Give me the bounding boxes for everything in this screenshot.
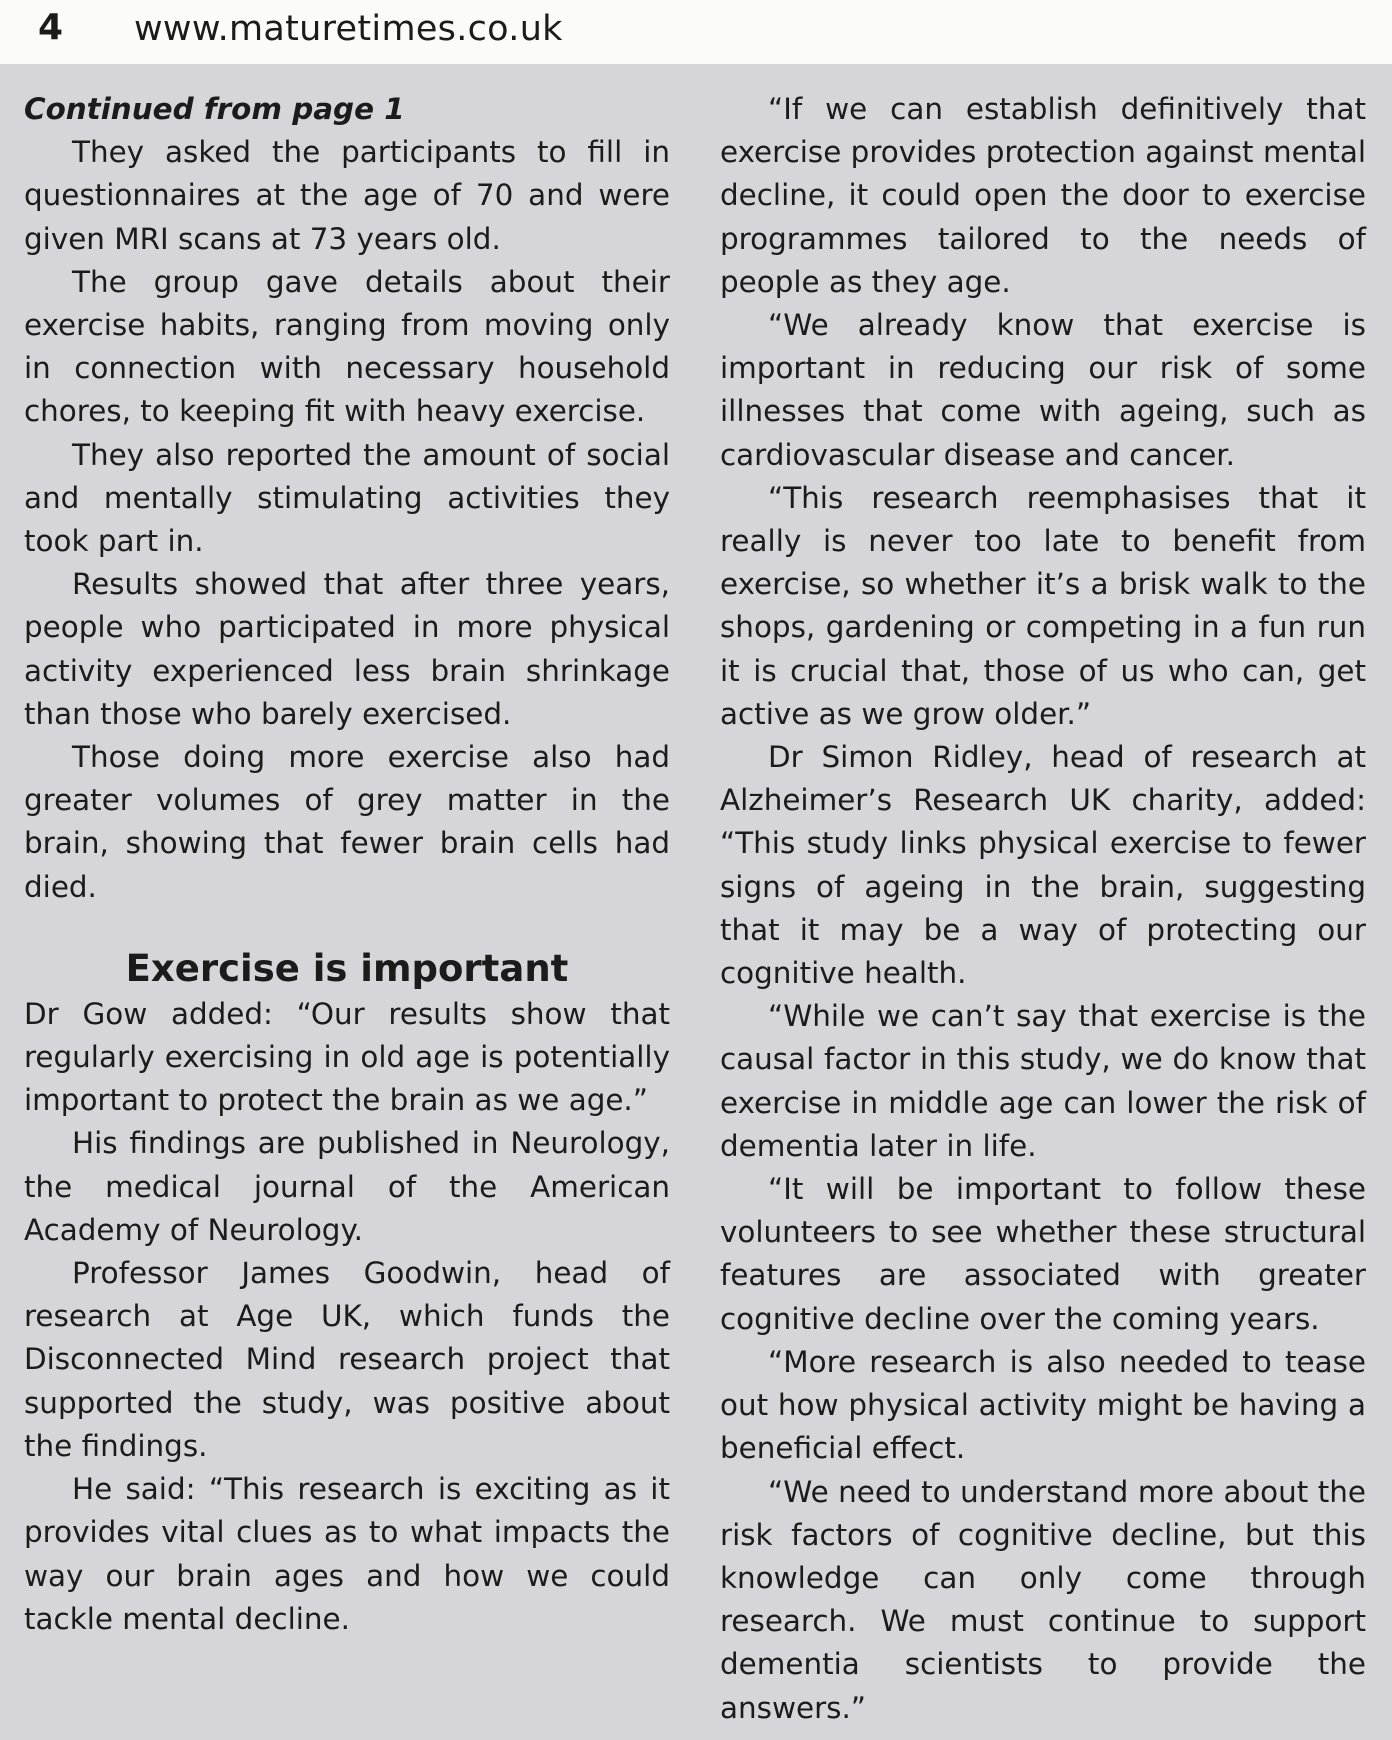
article-paragraph: Those doing more exercise also had greater volumes of grey matter in the brain, showing that fewer brain cells had died. bbox=[24, 740, 670, 904]
article-paragraph: “While we can’t say that exercise is the causal factor in this study, we do know that exercise in middle age can lower the risk of dementia later in life. bbox=[720, 999, 1366, 1163]
article-paragraph: Professor James Goodwin, head of research at Age UK, which funds the Disconnected Mind research project that supported the study, was positive about the findings. bbox=[24, 1256, 670, 1463]
article-paragraph: “We need to understand more about the risk factors of cognitive decline, but this knowledge can only come through research. We must continue to support dementia scientists to provide the answers.” bbox=[720, 1474, 1366, 1725]
article-paragraph: “More research is also needed to tease out how physical activity might be having a beneficial effect. bbox=[720, 1344, 1366, 1466]
article-column-right bbox=[720, 88, 1366, 1730]
article-paragraph: Dr Simon Ridley, head of research at Alzheimer’s Research UK charity, added: “This study links physical exercise to fewer signs of ageing in the brain, suggesting that it may be a way of protecting our cognitive health. bbox=[720, 740, 1366, 991]
article-paragraph: “It will be important to follow these volunteers to see whether these structural features are associated with greater cognitive decline over the coming years. bbox=[720, 1172, 1366, 1336]
article-paragraph: They also reported the amount of social and mentally stimulating activities they took part in. bbox=[24, 437, 670, 559]
article-paragraph: His findings are published in Neurology, the medical journal of the American Academy of Neurology. bbox=[24, 1126, 670, 1247]
article-paragraph: They asked the participants to fill in questionnaires at the age of 70 and were given MRI scans at 73 years old. bbox=[24, 135, 670, 256]
page-header bbox=[0, 0, 1392, 65]
article-paragraph: The group gave details about their exercise habits, ranging from moving only in connection with necessary household chores, to keeping fit with heavy exercise. bbox=[24, 264, 670, 429]
page-number: 4 bbox=[38, 7, 64, 48]
continued-label: Continued from page 1 bbox=[24, 92, 405, 126]
article-paragraph: “If we can establish definitively that exercise provides protection against mental decline, it could open the door to exercise programmes tailored to the needs of people as they age. bbox=[720, 92, 1366, 299]
article-paragraph: Dr Gow added: “Our results show that regularly exercising in old age is potentially important to protect the brain as we age.” bbox=[24, 996, 670, 1118]
section-subheading: Exercise is important bbox=[125, 946, 569, 990]
article-paragraph: He said: “This research is exciting as it provides vital clues as to what impacts the way our brain ages and how we could tackle mental decline. bbox=[24, 1472, 670, 1636]
site-url: www.maturetimes.co.uk bbox=[134, 9, 563, 49]
article-paragraph: “We already know that exercise is important in reducing our risk of some illnesses that come with ageing, such as cardiovascular disease and cancer. bbox=[720, 308, 1366, 472]
article-paragraph: Results showed that after three years, people who participated in more physical activity experienced less brain shrinkage than those who barely exercised. bbox=[24, 567, 670, 731]
article-paragraph: “This research reemphasises that it really is never too late to benefit from exercise, so whether it’s a brisk walk to the shops, gardening or competing in a fun run it is crucial that, those of us who can, get active as we grow older.” bbox=[720, 480, 1366, 731]
article-column-left bbox=[24, 88, 670, 1641]
article-body bbox=[0, 64, 1392, 1740]
